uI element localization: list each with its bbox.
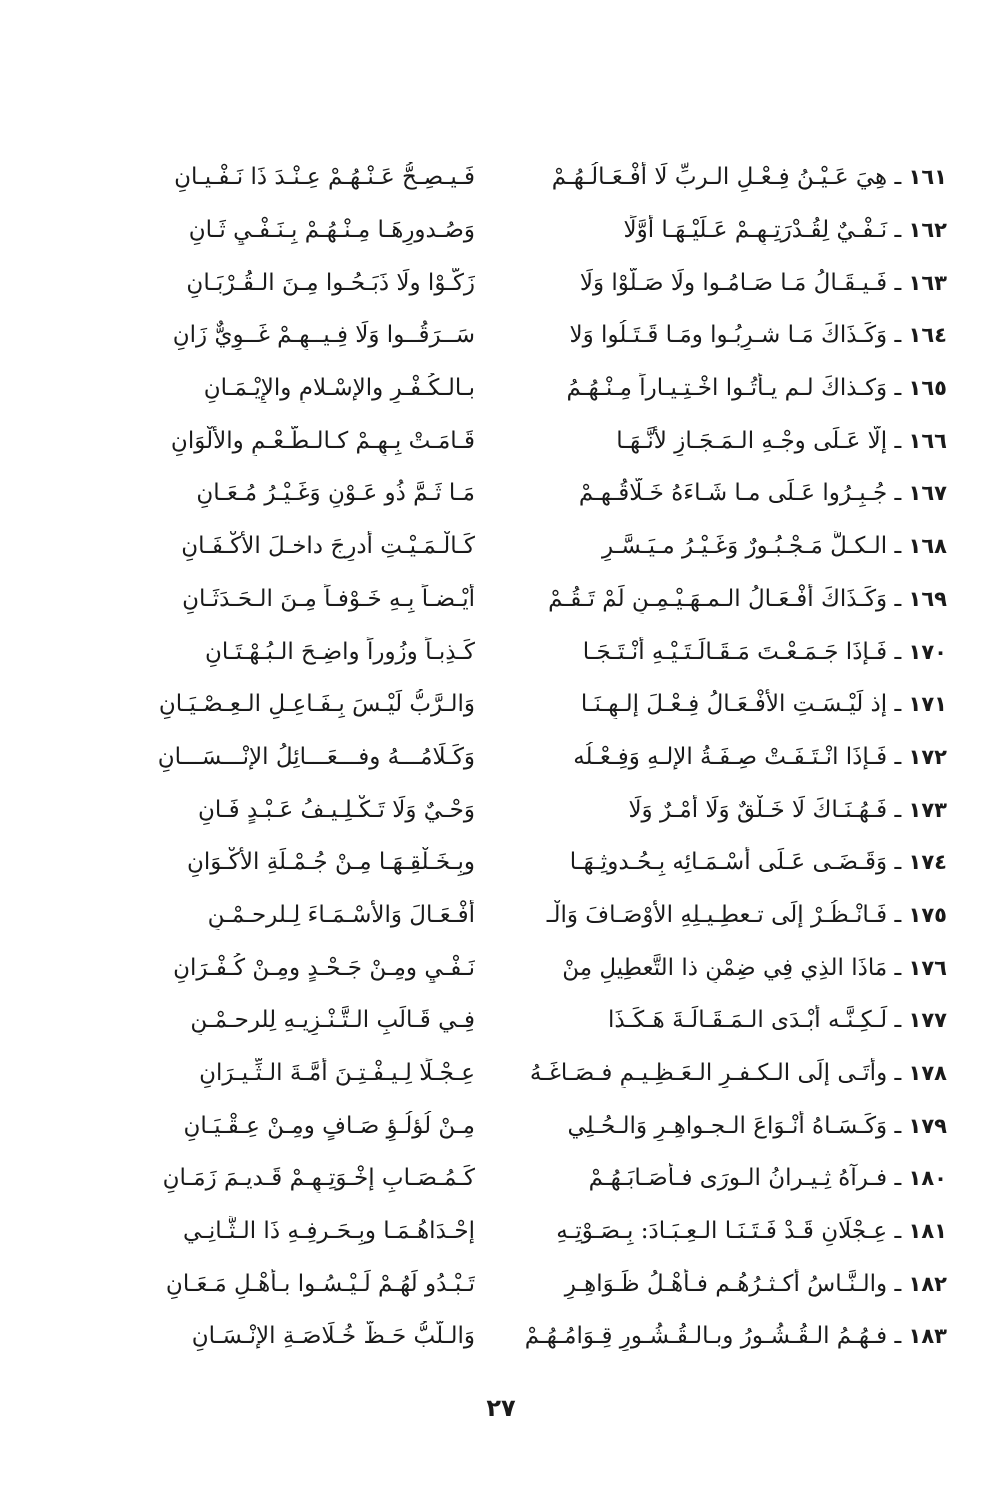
verse-number: ١٦٦	[908, 428, 947, 453]
first-hemistich: ١٧٤ ـ وَقَـضَـى عَـلَى أسْـمَـائِه بِـحُـدوثِـهَـا	[569, 849, 947, 876]
verse	[75, 1047, 947, 1100]
first-hemistich-text: فَـإذَا جَـمَـعْـتَ مَـقَـالَـتَـيْـهِ أنْـتَـجَـا	[582, 638, 888, 665]
second-hemistich: كَـذِبـاً وزُوراً واضِـحَ الـبُـهْـتَـانِ	[204, 638, 475, 665]
second-hemistich: كَـمُـصَـابِ إخْـوَتِـهِـمْ قَـديـمَ زَمَـانِ	[162, 1165, 475, 1192]
first-hemistich-text: والـنَّـاسُ أكـثـرُهُـم فـأهْـلُ ظَـوَاهِـرٍ	[564, 1270, 888, 1297]
first-hemistich-text: نَـفْـيٌ لِقُـدْرَتِـهِـمْ عَـلَيْـهَـا أوَّلًا	[623, 217, 888, 244]
verse	[75, 941, 947, 994]
first-hemistich-text: هِيَ عَـيْـنُ فِـعْـلِ الـربِّ لَا أَفْـعَـالُـهُـمْ	[551, 164, 888, 191]
verse	[75, 520, 947, 573]
verse	[75, 1310, 947, 1363]
first-hemistich-text: فـهُـمُ الـقُـشُـورُ وبـالـقُـشُـورِ قِـوَامُـهُـمْ	[524, 1323, 888, 1350]
verse-number: ١٧٨	[908, 1061, 947, 1086]
first-hemistich-text: وَكـذاكَ لـم يـأْتُـوا اخْـتِـيـاراً مِـنْـهُـمُ	[566, 375, 888, 402]
verse	[75, 625, 947, 678]
first-hemistich-text: فَـيـقَـالُ مَـا صَـامُـوا ولَا صَـلَّوْا وَلَا	[579, 269, 888, 296]
second-hemistich: وَالـرَّبُّ لَيْـسَ بِـفَـاعِـلِ الـعِـصْـيَـانِ	[158, 691, 475, 718]
second-hemistich: بـالـكُـفْـرِ والإسْـلامِ والإِيْـمَـانِ	[203, 375, 475, 402]
second-hemistich: سَــرَقُــوا وَلَا فِـيــهِـمْ غَــوِيٌّ زَانِ	[172, 322, 475, 349]
verse-number: ١٧٢	[908, 744, 947, 769]
first-hemistich: ١٨٠ ـ فـرآهُ ثِـيـرانُ الـورَى فـأصَـابَـهُـمْ	[588, 1165, 947, 1192]
second-hemistich: وَحْـيٌ وَلَا تَـكْـلِـيـفُ عَـبْـدٍ فَـانِ	[198, 796, 475, 823]
verse	[75, 362, 947, 415]
first-hemistich-text: وَقَـضَـى عَـلَى أسْـمَـائِه بِـحُـدوثِـهَـا	[569, 849, 888, 876]
first-hemistich: ١٦٨ ـ الـكـلُّ مَـجْـبُـورٌ وَغَـيْـرُ مـيَـسَّـرٍ	[602, 533, 947, 560]
first-hemistich: ١٦٧ ـ جُـبِـرُوا عَـلَى مـا شَـاءَهُ خَـلَّاقُـهـمْ	[578, 480, 947, 507]
second-hemistich: وَكَـلَامُـــهُ وفـــعَـــائِلُ الإنْـــسَـــانِ	[157, 743, 475, 770]
verse	[75, 573, 947, 626]
verse-number: ١٦٧	[908, 481, 947, 506]
first-hemistich-text: لَـكِـنَّـه أبْـدَى الـمَـقَـالَـةَ هَـكَـذَا	[608, 1007, 888, 1034]
second-hemistich: وَالـلُّبُّ حَـظُّ خُـلَاصَـةِ الإنْـسَـانِ	[191, 1323, 475, 1350]
verse-number: ١٧٧	[908, 1008, 947, 1033]
first-hemistich: ١٦٣ ـ فَـيـقَـالُ مَـا صَـامُـوا ولَا صَـلَّوْا وَلَا	[579, 269, 947, 296]
verse-number: ١٧١	[908, 692, 947, 717]
second-hemistich: عِـجْـلًا لِـيـفْـتِـنَ أُمَّـةَ الـثِّـيـرَانِ	[199, 1060, 475, 1087]
verse	[75, 1257, 947, 1310]
verse-number: ١٦٣	[908, 270, 947, 295]
poem	[75, 151, 947, 1363]
verse-number: ١٧٠	[908, 639, 947, 664]
second-hemistich: أيْـضـاً بِـهِ خَـوْفـاً مِـنَ الـحَـدَثَـانِ	[182, 585, 475, 612]
verse-number: ١٨٣	[908, 1324, 947, 1349]
verse	[75, 1152, 947, 1205]
first-hemistich: ١٧٨ ـ وأتَـى إلَى الـكـفـرِ الـعَـظِـيـمِ فـصَـاغَـهُ	[529, 1060, 947, 1087]
first-hemistich: ١٧٧ ـ لَـكِـنَّـه أبْـدَى الـمَـقَـالَـةَ هَـكَـذَا	[608, 1007, 947, 1034]
first-hemistich-text: إذ لَيْـسَـتِ الأَفْـعَـالُ فِـعْـلَ إلـهِـنَـا	[580, 691, 888, 718]
verse	[75, 256, 947, 309]
verse	[75, 309, 947, 362]
first-hemistich: ١٨١ ـ عِـجْلَانِ قَـدْ فَـتَـنَـا الـعِـبَـادَ: بِـصَـوْتِـهِ	[556, 1218, 947, 1245]
verse	[75, 731, 947, 784]
first-hemistich: ١٦٥ ـ وَكـذاكَ لـم يـأْتُـوا اخْـتِـيـاراً مِـنْـهُـمُ	[566, 375, 947, 402]
second-hemistich: وبِـخَـلْقِـهَـا مِـنْ جُـمْـلَةِ الأَكْـوَانِ	[187, 849, 475, 876]
first-hemistich-text: فـرآهُ ثِـيـرانُ الـورَى فـأصَـابَـهُـمْ	[588, 1165, 888, 1192]
first-hemistich-text: وأتَـى إلَى الـكـفـرِ الـعَـظِـيـمِ فـصَـاغَـهُ	[529, 1060, 888, 1087]
verse	[75, 889, 947, 942]
second-hemistich: مَـا ثَـمَّ ذُو عَـوْنٍ وَغَـيْـرُ مُـعَـانِ	[196, 480, 475, 507]
verse-number: ١٧٦	[908, 955, 947, 980]
second-hemistich: أفْـعَـالَ وَالأَسْـمَـاءَ لِـلرحـمْـنِ	[207, 901, 475, 928]
verse	[75, 204, 947, 257]
verse	[75, 414, 947, 467]
second-hemistich: زَكَّـوْا ولَا ذَبَـحُـوا مِـنَ الـقُـرْبَـانِ	[186, 269, 475, 296]
first-hemistich-text: فَـانْـظُـرْ إلَى تـعطِـيـلِهِ الأوْصَـافَ وَالْـ	[546, 901, 888, 928]
second-hemistich: وَصُـدورِهَـا مِـنْـهُـمْ بِـنَـفْـيٍ ثَـانِ	[188, 217, 475, 244]
first-hemistich: ١٧٠ ـ فَـإذَا جَـمَـعْـتَ مَـقَـالَـتَـيْـهِ أنْـتَـجَـا	[582, 638, 947, 665]
first-hemistich-text: الـكـلُّ مَـجْـبُـورٌ وَغَـيْـرُ مـيَـسَّـرٍ	[602, 533, 888, 560]
page-number: ٢٧	[486, 1394, 516, 1422]
first-hemistich: ١٧٦ ـ مَاذَا الذِي فِي ضِمْنِ ذا التَّعطِيلِ مِنْ	[562, 954, 947, 981]
first-hemistich: ١٦١ ـ هِيَ عَـيْـنُ فِـعْـلِ الـربِّ لَا أَفْـعَـالُـهُـمْ	[551, 164, 947, 191]
first-hemistich: ١٦٦ ـ إلَّا عَـلَى وجْـهِ الـمَـجَـازِ لأنَّـهَـا	[616, 427, 947, 454]
second-hemistich: فِـي قَـالَبِ الـتَّـنْـزِيـهِ لِلرحـمْـنِ	[190, 1007, 475, 1034]
first-hemistich-text: وَكَـذَاكَ مَـا شـرِبُـوا ومَـا قَـتَـلُوا وَلا	[569, 322, 888, 349]
first-hemistich: ١٨٣ ـ فـهُـمُ الـقُـشُـورُ وبـالـقُـشُـورِ قِـوَامُـهُـمْ	[524, 1323, 947, 1350]
verse-number: ١٧٥	[908, 902, 947, 927]
first-hemistich: ١٧٢ ـ فَـإذَا انْـتَـفَـتْ صِـفَـةُ الإلـهِ وَفِـعْـلُه	[573, 743, 947, 770]
verse	[75, 151, 947, 204]
first-hemistich: ١٦٢ ـ نَـفْـيٌ لِقُـدْرَتِـهِـمْ عَـلَيْـهَـا أوَّلًا	[623, 217, 947, 244]
verse-number: ١٦٤	[908, 323, 947, 348]
first-hemistich-text: عِـجْلَانِ قَـدْ فَـتَـنَـا الـعِـبَـادَ: بِـصَـوْتِـهِ	[556, 1218, 888, 1245]
first-hemistich: ١٨٢ ـ والـنَّـاسُ أكـثـرُهُـم فـأهْـلُ ظَـوَاهِـرٍ	[564, 1270, 947, 1297]
second-hemistich: كَـالْـمَـيْـتِ أُدرِجَ داخـلَ الأكْـفَـانِ	[181, 533, 475, 560]
verse-number: ١٨٢	[908, 1271, 947, 1296]
verse-number: ١٨١	[908, 1219, 947, 1244]
verse	[75, 994, 947, 1047]
verse	[75, 1205, 947, 1258]
verse	[75, 678, 947, 731]
first-hemistich: ١٦٩ ـ وَكَـذَاكَ أفْـعَـالُ الـمـهَـيْـمِـنِ لَمْ تَـقُـمْ	[548, 585, 947, 612]
verse-number: ١٧٣	[908, 797, 947, 822]
verse-number: ١٦٩	[908, 586, 947, 611]
verse	[75, 1099, 947, 1152]
second-hemistich: مِـنْ لُؤلُـؤٍ صَـافٍ ومِـنْ عِـقْـيَـانِ	[183, 1112, 475, 1139]
first-hemistich-text: فَـهُـنَـاكَ لَا خَـلْقٌ وَلَا أمْـرٌ وَلَا	[628, 796, 888, 823]
second-hemistich: تَـبْـدُو لَهُـمْ لَـيْـسُـوا بـأهْـلِ مَـعَـانِ	[165, 1270, 475, 1297]
first-hemistich-text: إلَّا عَـلَى وجْـهِ الـمَـجَـازِ لأنَّـهَـا	[616, 427, 888, 454]
second-hemistich: نَـفْـيٍ ومِـنْ جَـحْـدٍ ومِـنْ كُـفْـرَانِ	[173, 954, 475, 981]
second-hemistich: فَـيـصِـحُّ عَـنْـهُـمْ عِـنْـدَ ذَا نَـفْـيـانِ	[174, 164, 475, 191]
first-hemistich: ١٧٣ ـ فَـهُـنَـاكَ لَا خَـلْقٌ وَلَا أمْـرٌ وَلَا	[628, 796, 947, 823]
first-hemistich-text: وَكَـسَـاهُ أنْـوَاعَ الـجـواهِـرِ وَالـحُـلِي	[567, 1112, 888, 1139]
first-hemistich: ١٧١ ـ إذ لَيْـسَـتِ الأَفْـعَـالُ فِـعْـلَ إلـهِـنَـا	[580, 691, 947, 718]
verse-number: ١٧٩	[908, 1113, 947, 1138]
second-hemistich: قَـامَـتْ بِـهِـمْ كـالـطَّـعْـمِ والأَلْوَانِ	[170, 427, 475, 454]
first-hemistich-text: جُـبِـرُوا عَـلَى مـا شَـاءَهُ خَـلَّاقُـهـمْ	[578, 480, 888, 507]
verse-number: ١٦٥	[908, 376, 947, 401]
verse-number: ١٦٢	[908, 218, 947, 243]
second-hemistich: إحْـدَاهُـمَـا وبِـحَـرفِـهِ ذَا الـثَّـانِـي	[182, 1218, 475, 1245]
verse	[75, 467, 947, 520]
verse	[75, 836, 947, 889]
verse-number: ١٦٨	[908, 534, 947, 559]
verse	[75, 783, 947, 836]
verse-number: ١٨٠	[908, 1166, 947, 1191]
first-hemistich-text: وَكَـذَاكَ أفْـعَـالُ الـمـهَـيْـمِـنِ لَمْ تَـقُـمْ	[548, 585, 888, 612]
first-hemistich: ١٦٤ ـ وَكَـذَاكَ مَـا شـرِبُـوا ومَـا قَـتَـلُوا وَلا	[569, 322, 947, 349]
verse-number: ١٦١	[908, 165, 947, 190]
first-hemistich-text: فَـإذَا انْـتَـفَـتْ صِـفَـةُ الإلـهِ وَفِـعْـلُه	[573, 743, 888, 770]
first-hemistich-text: مَاذَا الذِي فِي ضِمْنِ ذا التَّعطِيلِ مِنْ	[562, 954, 888, 981]
first-hemistich: ١٧٩ ـ وَكَـسَـاهُ أنْـوَاعَ الـجـواهِـرِ وَالـحُـلِي	[567, 1112, 947, 1139]
first-hemistich: ١٧٥ ـ فَـانْـظُـرْ إلَى تـعطِـيـلِهِ الأوْصَـافَ وَالْـ	[546, 901, 947, 928]
verse-number: ١٧٤	[908, 850, 947, 875]
